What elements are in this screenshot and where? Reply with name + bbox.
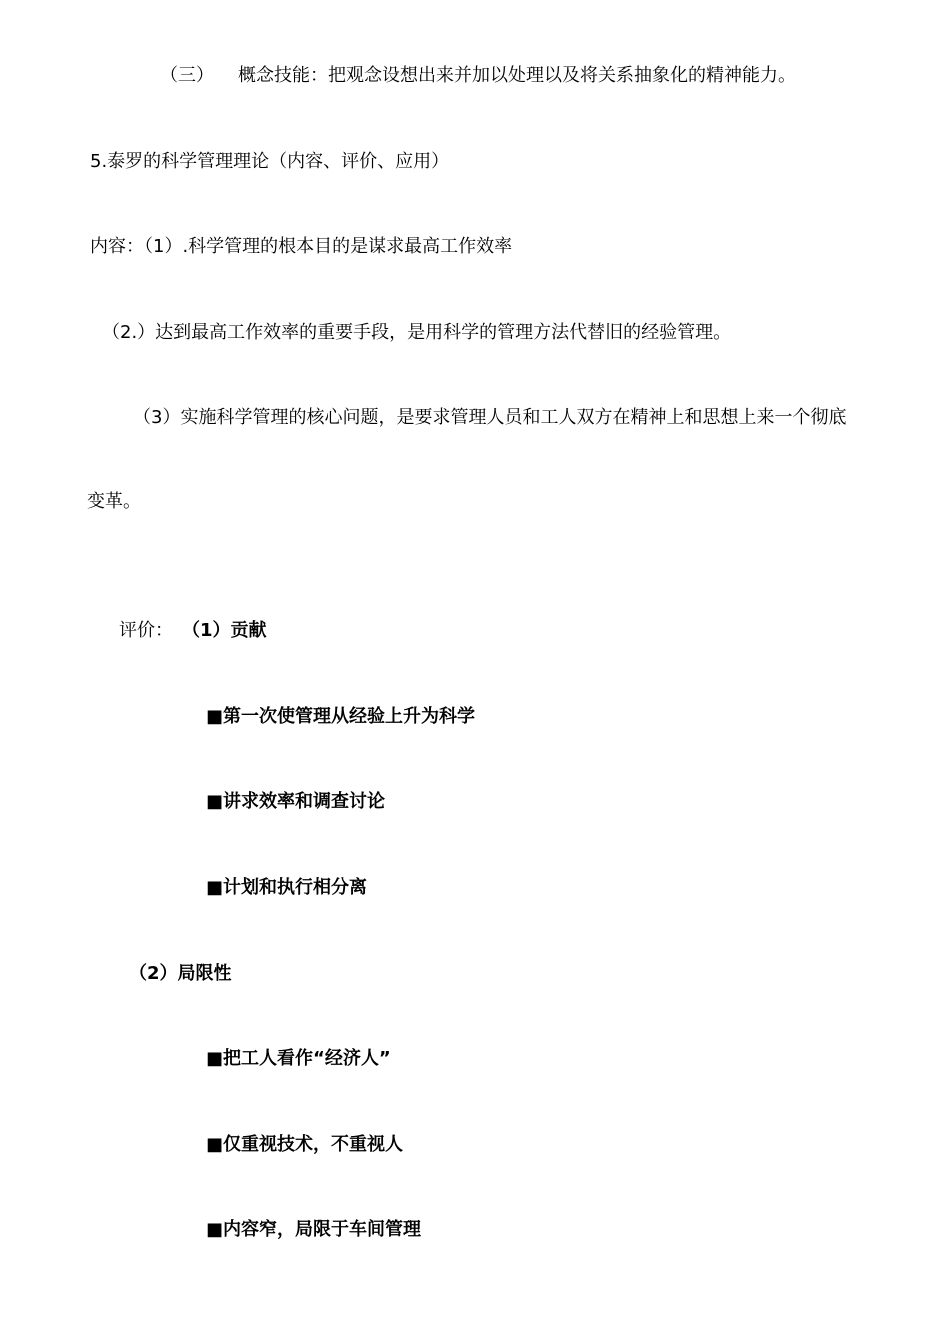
concept-skill-text: 概念技能：把观念设想出来并加以处理以及将关系抽象化的精神能力。	[238, 65, 796, 86]
contribution-item	[206, 790, 385, 814]
bullet-square-icon: ■	[206, 877, 224, 898]
contribution-text: 计划和执行相分离	[223, 877, 368, 898]
limitation-heading: （2）局限性	[129, 963, 232, 984]
content-item-2: （2.）达到最高工作效率的重要手段，是用科学的管理方法代替旧的经验管理。	[102, 322, 732, 343]
bullet-square-icon: ■	[206, 1134, 224, 1155]
limitation-item	[206, 1218, 421, 1242]
evaluation-line	[119, 619, 267, 643]
contribution-item	[206, 705, 475, 729]
concept-skill-number: （三）	[160, 65, 214, 86]
contribution-text: 讲求效率和调查讨论	[223, 791, 386, 812]
limitation-item	[206, 1133, 403, 1157]
bullet-square-icon: ■	[206, 791, 224, 812]
contribution-heading: （1）贡献	[191, 620, 267, 641]
limitation-item	[206, 1047, 391, 1071]
contribution-text: 第一次使管理从经验上升为科学	[223, 706, 476, 727]
bullet-square-icon: ■	[206, 706, 224, 727]
section-title: 5.泰罗的科学管理理论（内容、评价、应用）	[90, 151, 450, 172]
concept-skill-line	[160, 64, 796, 88]
limitation-text: 把工人看作“经济人”	[223, 1048, 391, 1069]
evaluation-label: 评价：	[119, 620, 173, 641]
content-item-1: 内容：（1）.科学管理的根本目的是谋求最高工作效率	[90, 236, 513, 257]
content-item-3-line-2: 变革。	[87, 491, 141, 512]
limitation-text: 仅重视技术，不重视人	[223, 1134, 404, 1155]
content-item-3-line-1: （3）实施科学管理的核心问题，是要求管理人员和工人双方在精神上和思想上来一个彻底	[133, 407, 847, 428]
limitation-text: 内容窄，局限于车间管理	[223, 1219, 422, 1240]
bullet-square-icon: ■	[206, 1048, 224, 1069]
bullet-square-icon: ■	[206, 1219, 224, 1240]
contribution-item	[206, 876, 367, 900]
